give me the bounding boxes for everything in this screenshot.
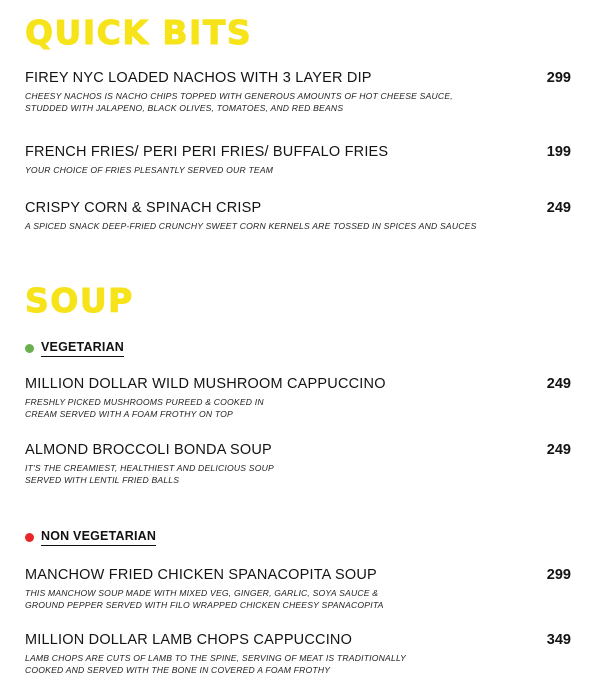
item-price: 299 — [546, 70, 571, 86]
item-description-line: STUDDED WITH JALAPENO, BLACK OLIVES, TOMATOES, AND RED BEANS — [25, 103, 344, 113]
subhead-vegetarian — [25, 340, 124, 357]
item-description-line: COOKED AND SERVED WITH THE BONE IN COVERED A FOAM FROTHY — [25, 665, 331, 675]
item-name: CRISPY CORN & SPINACH CRISP — [25, 200, 262, 216]
subhead-non-vegetarian — [25, 529, 156, 546]
item-description — [25, 462, 495, 486]
item-description — [25, 652, 495, 676]
menu-item-fries — [25, 143, 573, 176]
menu-item-lamb-chops-cappuccino — [25, 631, 573, 676]
item-description-line: A SPICED SNACK DEEP-FRIED CRUNCHY SWEET CORN KERNELS ARE TOSSED IN SPICES AND SAUCES — [25, 221, 477, 231]
menu-item-crispy-corn — [25, 199, 573, 232]
item-description — [25, 396, 495, 420]
section-title-quick-bits: QUICK BITS — [25, 13, 253, 52]
section-title-soup: SOUP — [25, 281, 134, 320]
item-name: ALMOND BROCCOLI BONDA SOUP — [25, 442, 272, 458]
item-description — [25, 90, 495, 114]
item-name: FRENCH FRIES/ PERI PERI FRIES/ BUFFALO FRIES — [25, 144, 389, 160]
subhead-label: VEGETARIAN — [41, 340, 124, 357]
item-description-line: FRESHLY PICKED MUSHROOMS PUREED & COOKED IN — [25, 397, 264, 407]
item-description-line: SERVED WITH LENTIL FRIED BALLS — [25, 475, 180, 485]
item-description-line: CHEESY NACHOS IS NACHO CHIPS TOPPED WITH GENEROUS AMOUNTS OF HOT CHEESE SAUCE, — [25, 91, 453, 101]
item-price: 249 — [546, 442, 571, 458]
item-price: 349 — [546, 632, 571, 648]
item-description-line: IT'S THE CREAMIEST, HEALTHIEST AND DELICIOUS SOUP — [25, 463, 274, 473]
item-description — [25, 164, 495, 176]
item-description — [25, 587, 495, 611]
item-description-line: GROUND PEPPER SERVED WITH FILO WRAPPED CHICKEN CHEESY SPANACOPITA — [25, 600, 384, 610]
item-description-line: THIS MANCHOW SOUP MADE WITH MIXED VEG, GINGER, GARLIC, SOYA SAUCE & — [25, 588, 379, 598]
menu-item-nachos — [25, 69, 573, 114]
item-name: MILLION DOLLAR WILD MUSHROOM CAPPUCCINO — [25, 376, 386, 392]
item-description-line: CREAM SERVED WITH A FOAM FROTHY ON TOP — [25, 409, 233, 419]
menu-item-broccoli-bonda — [25, 441, 573, 486]
item-name: FIREY NYC LOADED NACHOS WITH 3 LAYER DIP — [25, 70, 372, 86]
item-description-line: LAMB CHOPS ARE CUTS OF LAMB TO THE SPINE, SERVING OF MEAT IS TRADITIONALLY — [25, 653, 407, 663]
item-price: 249 — [546, 200, 571, 216]
subhead-label: NON VEGETARIAN — [41, 529, 156, 546]
item-price: 299 — [546, 567, 571, 583]
menu-item-mushroom-cappuccino — [25, 375, 573, 420]
item-price: 199 — [546, 144, 571, 160]
non-veg-dot-icon — [25, 533, 34, 542]
item-name: MANCHOW FRIED CHICKEN SPANACOPITA SOUP — [25, 567, 377, 583]
item-price: 249 — [546, 376, 571, 392]
veg-dot-icon — [25, 344, 34, 353]
item-description — [25, 220, 495, 232]
item-name: MILLION DOLLAR LAMB CHOPS CAPPUCCINO — [25, 632, 353, 648]
item-description-line: YOUR CHOICE OF FRIES PLESANTLY SERVED OUR TEAM — [25, 165, 274, 175]
menu-item-manchow-soup — [25, 566, 573, 611]
